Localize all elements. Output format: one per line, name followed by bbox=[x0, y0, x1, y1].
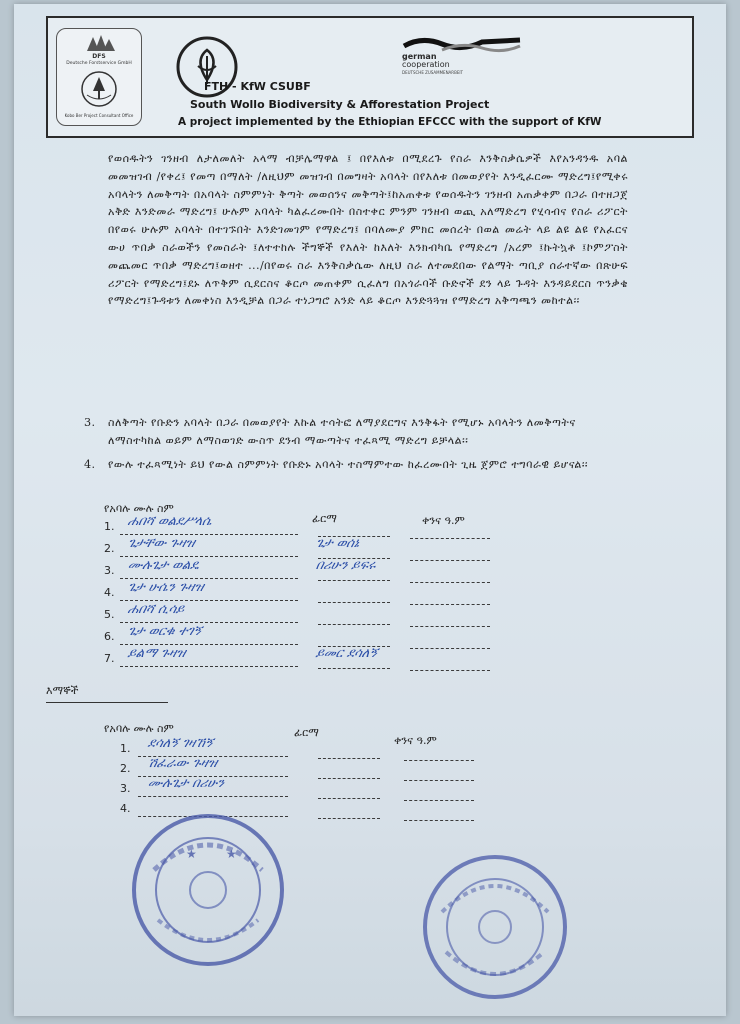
witness-signature-line bbox=[318, 818, 380, 819]
member-date-line bbox=[410, 670, 490, 671]
member-date-line bbox=[410, 538, 490, 539]
giz-line2: cooperation bbox=[402, 60, 450, 69]
member-name-line bbox=[120, 578, 298, 579]
witness-signature-line bbox=[318, 798, 380, 799]
round-stamp-right bbox=[420, 852, 570, 1002]
witnesses-col-signature: ፊርማ bbox=[294, 726, 319, 739]
witness-signature-line bbox=[318, 778, 380, 779]
member-signature: በሪሁን ይፍሩ bbox=[314, 558, 378, 573]
witnesses-underline bbox=[46, 702, 168, 703]
clause-4-text: የውሉ ተፈጻሚነት ይህ የውል ስምምነት የቡድኑ አባላት ተስማምተው ከፈረሙበት ጊዜ ጀምሮ ተግባራዊ ይሆናል፡፡ bbox=[108, 458, 588, 471]
member-name-line bbox=[120, 644, 298, 645]
member-date-line bbox=[410, 626, 490, 627]
member-signature-line bbox=[318, 580, 390, 581]
member-date-line bbox=[410, 648, 490, 649]
member-name-line bbox=[120, 600, 298, 601]
members-col-signature: ፊርማ bbox=[312, 512, 337, 525]
witness-name-handwritten: ደሳለኝ ገዛኸኝ bbox=[146, 736, 215, 751]
member-row-number: 3. bbox=[104, 564, 115, 577]
clause-4 bbox=[84, 456, 628, 474]
witness-row-number: 1. bbox=[120, 742, 131, 755]
witness-name-handwritten: ሽፈራው ጉዛዝ bbox=[146, 756, 219, 771]
clause-3-number: 3. bbox=[84, 416, 96, 429]
project-subtitle: A project implemented by the Ethiopian EFCCC with the support of KfW bbox=[178, 116, 602, 128]
member-signature-line bbox=[318, 668, 390, 669]
member-signature-line bbox=[318, 624, 390, 625]
member-date-line bbox=[410, 604, 490, 605]
member-date-line bbox=[410, 582, 490, 583]
project-title: South Wollo Biodiversity & Afforestation Project bbox=[190, 98, 490, 111]
member-row-number: 4. bbox=[104, 586, 115, 599]
dfs-name: Deutsche Forstservice GmbH bbox=[66, 61, 132, 66]
members-col-date: ቀንና ዓ.ም bbox=[422, 514, 465, 527]
member-name-handwritten: ሙሉጌታ ወልዴ bbox=[126, 558, 201, 573]
witness-row-number: 2. bbox=[120, 762, 131, 775]
member-name-line bbox=[120, 534, 298, 535]
clause-3 bbox=[84, 414, 628, 449]
witnesses-heading: እማኞች bbox=[46, 684, 79, 697]
dfs-emblem-icon bbox=[57, 29, 141, 125]
witnesses-col-name: የአባሉ ሙሉ ስም bbox=[104, 722, 174, 735]
letterhead bbox=[46, 16, 694, 138]
member-row-number: 5. bbox=[104, 608, 115, 621]
member-name-line bbox=[120, 666, 298, 667]
member-name-handwritten: ሐበሻ ወልደሥላሴ bbox=[126, 514, 214, 529]
member-row-number: 1. bbox=[104, 520, 115, 533]
svg-text:★: ★ bbox=[186, 847, 197, 861]
witnesses-col-date: ቀንና ዓ.ም bbox=[394, 734, 437, 747]
agreement-paragraph: የወሰዱትን ገንዘብ ለታለመለት አላማ ብቻሌማዋል ፤ በየእለቱ በሚደረጉ የስራ እንቅስቃሴዎች እየአንዳንዱ አባል መመዝገብ /የቀረ፤ የመጣ በማለት /ለዚህም መዝገብ በመግዛት አባላት በየእለቱ በመወያየት እንዲፈርሙ ማድረግ፤የሚቀሩ አባላትን ለመቅጣት በአባላት ስምምነት ቅጣት መወሰንና መቅጣት፤ከአጠቀቱ የወሰዱትን ገንዘብ አጠቃቀም በጋራ በተዘጋጀ አቅድ እንድመራ ማድረግ፤ ሁሉም አባላት ካልፈረሙበት በስተቀር ምንም ገንዘብ ወጪ አለማድረግ የሂሳብና የስራ ሪፖርት በየወሩ ሁሉም አባላት በተገኙበት እንድገመገም የማድረግ፤ በባለሙያ ምክር መሰረት በወል መሬት ላይ ልዩ ልዩ የአፈርና ውሀ ጥበቃ ስራወችን የመስራት ፤ለተተከሉ ችግኞች የእለት ከእለት እንክብካቤ የማድረግ /አረም ፤ኩትኳቶ ፤ኮምፖስት መጨመር ጥበቃ ማድረግ፤ወዘተ .../በየወሩ ስራ እንቅስቃሴው ለዚህ ስራ ለተመደበው የልማት ጣቢያ ሰራተኛው በጽሁፍ ሪፖርት የማድረግ፤ደኑ ለጥቅም ሲደርስና ቆርጦ መጠቀም ሲፈለግ በአጎራባች ቡድኖች ደን ላይ ጉዳት እንዳይደርስ ጥንቃቄ የማድረግ፤ጉዳቱን ለመቀነስ እንዲቻል በጋራ ተነጋግሮ አንድ ላይ ቆርጦ እንድጓጓዝ የማድረግ አቅጣጫን መከተል፡፡ bbox=[108, 152, 628, 308]
member-name-handwritten: ሐበሻ ሲሳይ bbox=[126, 602, 186, 617]
witness-date-line bbox=[404, 820, 474, 821]
witness-date-line bbox=[404, 780, 474, 781]
member-name-handwritten: ጌታቸው ጉዛዝ bbox=[126, 536, 197, 551]
member-row-number: 6. bbox=[104, 630, 115, 643]
witness-row-number: 4. bbox=[120, 802, 131, 815]
member-name-line bbox=[120, 622, 298, 623]
member-signature-line bbox=[318, 602, 390, 603]
member-row-number: 7. bbox=[104, 652, 115, 665]
dfs-logo bbox=[56, 28, 142, 126]
witness-name-line bbox=[138, 796, 288, 797]
witness-date-line bbox=[404, 760, 474, 761]
member-name-handwritten: ጌታ ሁሴን ጉዛዝ bbox=[126, 580, 206, 595]
witness-signature-line bbox=[318, 758, 380, 759]
svg-text:★: ★ bbox=[226, 847, 237, 861]
member-signature: ይመር ደሳለኝ bbox=[314, 646, 379, 661]
giz-line1: german bbox=[402, 52, 437, 61]
members-col-name: የአባሉ ሙሉ ስም bbox=[104, 502, 174, 515]
witness-name-handwritten: ሙሉጌታ በሪሁን bbox=[146, 776, 226, 791]
witness-row-number: 3. bbox=[120, 782, 131, 795]
giz-wave-icon bbox=[402, 34, 522, 54]
round-stamp-left bbox=[128, 810, 288, 970]
member-name-handwritten: ይልማ ጉዛዝ bbox=[126, 646, 188, 661]
witness-date-line bbox=[404, 800, 474, 801]
giz-line3: DEUTSCHE ZUSAMMENARBEIT bbox=[402, 70, 463, 75]
dfs-abbr: DFS bbox=[92, 53, 106, 60]
member-date-line bbox=[410, 560, 490, 561]
member-name-line bbox=[120, 556, 298, 557]
member-signature: ጌታ ወሰኔ bbox=[314, 536, 361, 551]
clause-4-number: 4. bbox=[84, 458, 96, 471]
csubf-title: FTH - KfW CSUBF bbox=[204, 80, 311, 93]
giz-logo bbox=[402, 34, 522, 84]
member-name-handwritten: ጌታ ወርቁ ተገኝ bbox=[126, 624, 203, 639]
dfs-office: Kobo Ber Project Consultant Office bbox=[64, 113, 134, 118]
clause-3-text: ስለቅጣት የቡድን አባላት በጋራ በመወያየት እኩል ተሳትፎ ለማያደርግና እንቅፋት የሚሆኑ አባላትን ለመቅጣትና ለማስተካከል ወይም ለማስወገድ ውስጥ ደንብ ማውጣትና ተፈጻሚ ማድረግ ይቻላል፡፡ bbox=[108, 416, 576, 447]
member-row-number: 2. bbox=[104, 542, 115, 555]
